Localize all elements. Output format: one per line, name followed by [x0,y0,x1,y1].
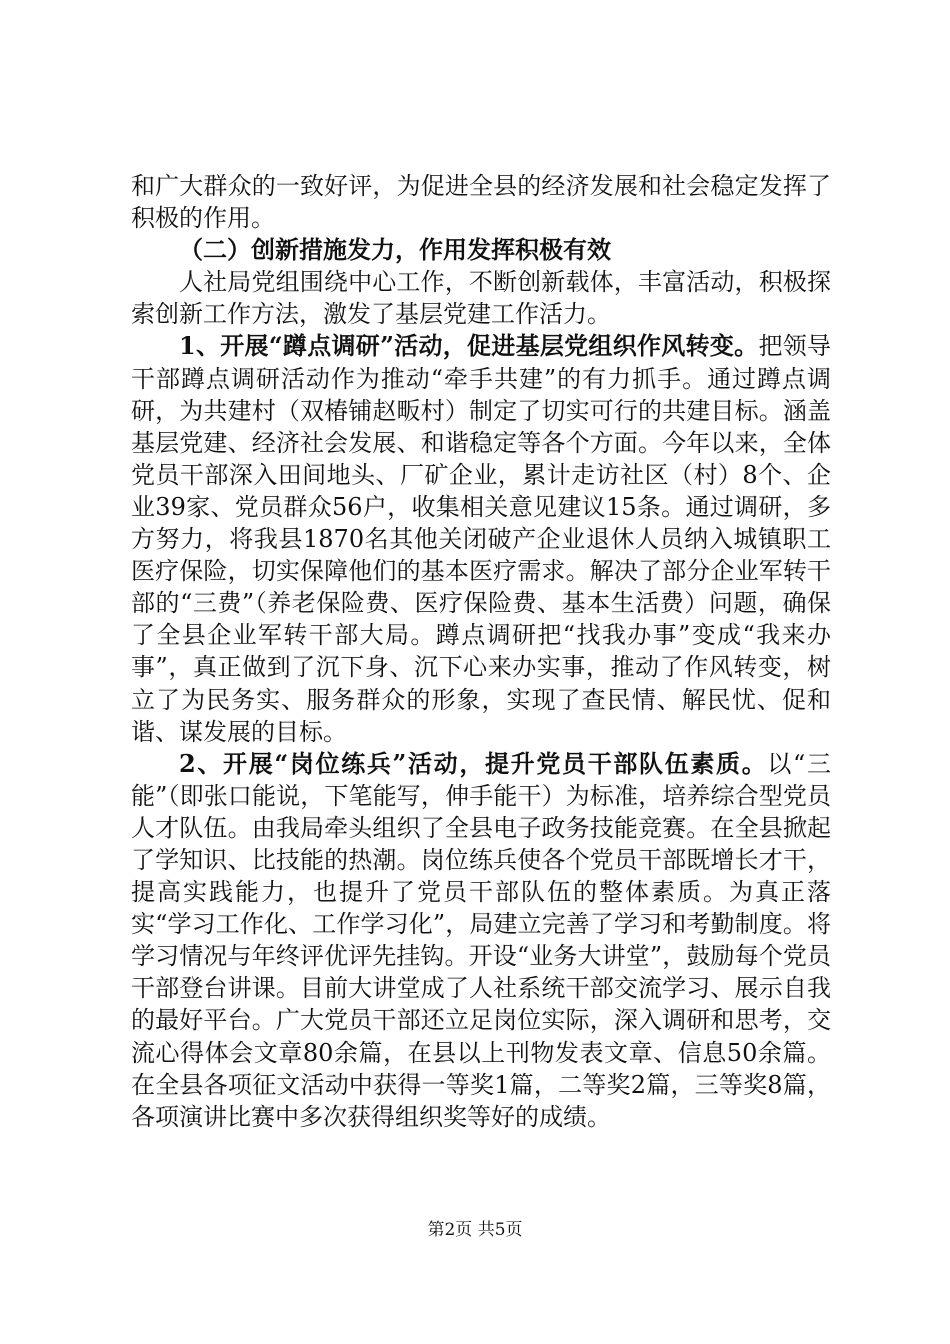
item-2-paragraph [131,748,831,1133]
section-heading: （二）创新措施发力，作用发挥积极有效 [179,235,611,265]
intro-paragraph: 人社局党组围绕中心工作，不断创新载体，丰富活动，积极探索创新工作方法，激发了基层党建工作活力。 [131,268,831,329]
page-number-footer: 第2页 共5页 [427,1220,523,1240]
item-2-body: 以“三能”（即张口能说，下笔能写，伸手能干）为标准，培养综合型党员人才队伍。由我局牵头组织了全县电子政务技能竞赛。在全县掀起了学知识、比技能的热潮。岗位练兵使各个党员干部既增长才干，提高实践能力，也提升了党员干部队伍的整体素质。为真正落实“学习工作化、工作学习化”，局建立完善了学习和考勤制度。将学习情况与年终评优评先挂钩。开设“业务大讲堂”，鼓励每个党员干部登台讲课。目前大讲堂成了人社系统干部交流学习、展示自我的最好平台。广大党员干部还立足岗位实际，深入调研和思考，交流心得体会文章80余篇，在县以上刊物发表文章、信息50余篇。在全县各项征文活动中获得一等奖1篇，二等奖2篇，三等奖8篇，各项演讲比赛中多次获得组织奖等好的成绩。 [131,749,831,1131]
item-1-body: 把领导干部蹲点调研活动作为推动“牵手共建”的有力抓手。通过蹲点调研，为共建村（双椿铺赵畈村）制定了切实可行的共建目标。涵盖基层党建、经济社会发展、和谐稳定等各个方面。今年以来，全体党员干部深入田间地头、厂矿企业，累计走访社区（村）8个、企业39家、党员群众56户，收集相关意见建议15条。通过调研，多方努力，将我县1870名其他关闭破产企业退休人员纳入城镇职工医疗保险，切实保障他们的基本医疗需求。解决了部分企业军转干部的“三费”（养老保险费、医疗保险费、基本生活费）问题，确保了全县企业军转干部大局。蹲点调研把“找我办事”变成“我来办事”，真正做到了沉下身、沉下心来办实事，推动了作风转变，树立了为民务实、服务群众的形象，实现了查民情、解民忧、促和谐、谋发展的目标。 [131,332,832,746]
continuation-paragraph: 和广大群众的一致好评，为促进全县的经济发展和社会稳定发挥了积极的作用。 [131,172,831,233]
item-2-lead: 2、开展“岗位练兵”活动，提升党员干部队伍素质。 [179,748,768,778]
item-1-paragraph [131,330,831,747]
document-body [131,170,831,1133]
item-1-lead: 1、开展“蹲点调研”活动，促进基层党组织作风转变。 [179,331,759,361]
